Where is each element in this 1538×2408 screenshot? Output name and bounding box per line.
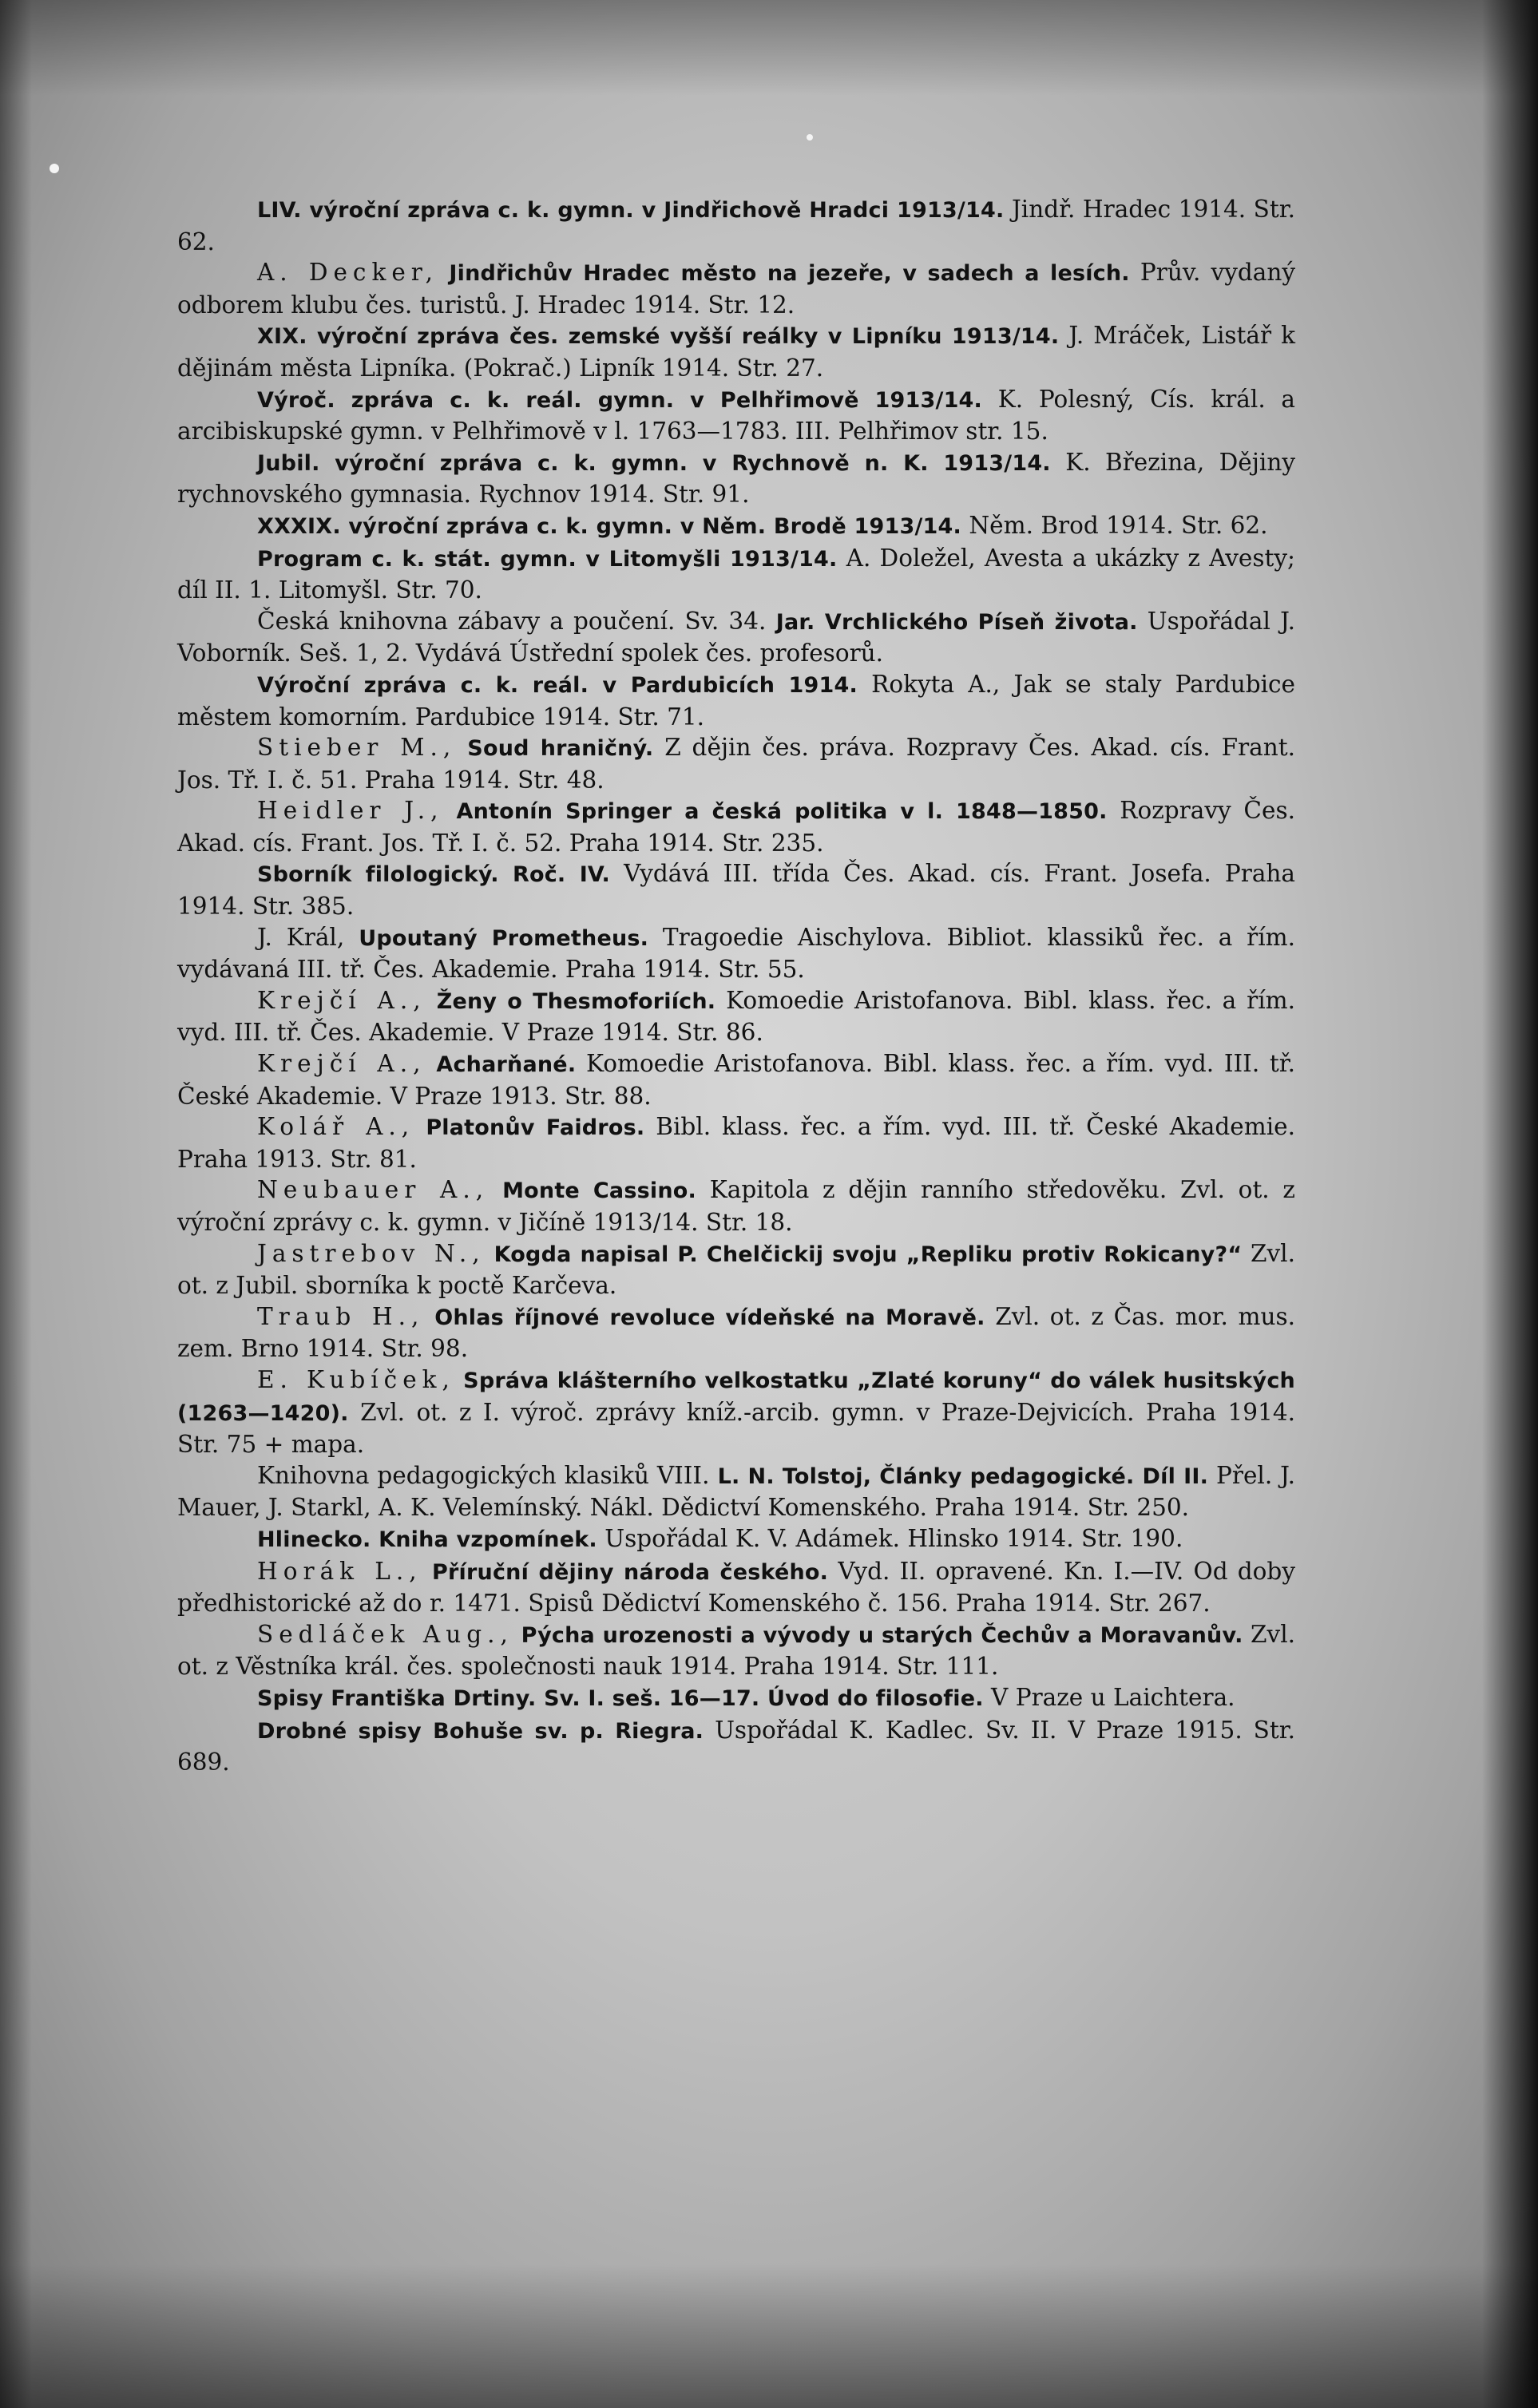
entry-title: Platonův Faidros. — [414, 1115, 645, 1141]
entry-author: Stieber M., — [257, 734, 457, 762]
entry-title: Správa klášterního velkostatku „Zlaté koruny“ do válek husitských (1263—1420). — [177, 1368, 1295, 1426]
entry-title: Jindřichův Hradec město na jezeře, v sadech a lesích. — [438, 261, 1130, 287]
bibliography-entry — [177, 1682, 1295, 1715]
dust-speck — [807, 134, 813, 141]
entry-title: Ženy o Thesmoforiích. — [426, 988, 716, 1014]
entry-title: Výroč. zpráva c. k. reál. gymn. v Pelhřimově 1913/14. — [257, 387, 982, 413]
bibliography-entry — [177, 1301, 1295, 1364]
entry-details: Komoedie Aristofanova. Bibl. klass. řec. a řím. vyd. III. tř. Čes. Akademie. V Praze 1914. Str. 86. — [177, 986, 1296, 1047]
entry-title: Jubil. výroční zpráva c. k. gymn. v Rychnově n. K. 1913/14. — [257, 450, 1051, 476]
entry-title: Drobné spisy Bohuše sv. p. Riegra. — [257, 1718, 704, 1744]
entry-title: Hlinecko. Kniha vzpomínek. — [257, 1527, 597, 1552]
bibliography-entry — [177, 1174, 1295, 1238]
scan-shadow-bottom — [0, 2264, 1538, 2408]
entry-details: Přel. J. Mauer, J. Starkl, A. K. Velemínský. Nákl. Dědictví Komenského. Praha 1914. Str. 250. — [177, 1461, 1296, 1522]
entry-details: K. Březina, Dějiny rychnovského gymnasia. Rychnov 1914. Str. 91. — [177, 448, 1295, 509]
bibliography-entry — [177, 194, 1295, 257]
entry-details: V Praze u Laichtera. — [983, 1683, 1235, 1711]
entry-details: Bibl. klass. řec. a řím. vyd. III. tř. České Akademie. Praha 1913. Str. 81. — [177, 1113, 1295, 1173]
entry-title: Program c. k. stát. gymn. v Litomyšli 1913/14. — [257, 546, 838, 572]
entry-details: Kapitola z dějin ranního středověku. Zvl. ot. z výroční zprávy c. k. gymn. v Jičíně 1913/14. Str. 18. — [177, 1176, 1295, 1236]
entry-details: Uspořádal J. Voborník. Seš. 1, 2. Vydává Ústřední spolek čes. profesorů. — [177, 607, 1295, 667]
entry-author: Jastrebov N., — [257, 1239, 486, 1267]
entry-title: Příruční dějiny národa českého. — [422, 1559, 829, 1585]
bibliography-entry — [177, 1238, 1295, 1301]
entry-details: Uspořádal K. V. Adámek. Hlinsko 1914. Str. 190. — [597, 1524, 1183, 1552]
bibliography-entry — [177, 795, 1295, 858]
entry-author: E. Kubíček, — [257, 1365, 455, 1393]
entry-details: Z dějin čes. práva. Rozpravy Čes. Akad. cís. Frant. Jos. Tř. I. č. 51. Praha 1914. Str. 48. — [177, 734, 1295, 794]
entry-details: Uspořádal K. Kadlec. Sv. II. V Praze 1915. Str. 689. — [177, 1716, 1295, 1776]
entry-title: Pýcha urozenosti a vývody u starých Čechův a Moravanův. — [513, 1622, 1243, 1648]
entry-author: Horák L., — [257, 1557, 422, 1585]
entry-title: Výroční zpráva c. k. reál. v Pardubicích 1914. — [257, 672, 858, 698]
entry-title: XXXIX. výroční zpráva c. k. gymn. v Něm. Brodě 1913/14. — [257, 513, 961, 539]
entry-author: Sedláček Aug., — [257, 1620, 513, 1648]
bibliography-entry — [177, 606, 1295, 669]
entry-author: Heidler J., — [257, 797, 444, 825]
entry-author: Neubauer A., — [257, 1176, 490, 1204]
bibliography-list — [177, 194, 1295, 1778]
entry-author: A. Decker, — [257, 259, 439, 287]
entry-title: LIV. výroční zpráva c. k. gymn. v Jindřichově Hradci 1913/14. — [257, 198, 1005, 223]
entry-details: Vyd. II. opravené. Kn. I.—IV. Od doby předhistorické až do r. 1471. Spisů Dědictví Komenského č. 156. Praha 1914. Str. 267. — [177, 1557, 1295, 1618]
entry-details: Zvl. ot. z I. výroč. zprávy kníž.-arcib. gymn. v Praze-Dejvicích. Praha 1914. Str. 75 + mapa. — [177, 1398, 1295, 1459]
scan-shadow-top — [0, 0, 1538, 96]
bibliography-entry — [177, 510, 1295, 543]
entry-author: Krejčí A., — [257, 1050, 426, 1078]
bibliography-entry — [177, 985, 1295, 1048]
bibliography-entry — [177, 669, 1295, 732]
entry-details: Zvl. ot. z Jubil. sborníka k poctě Karčeva. — [177, 1239, 1295, 1300]
bibliography-entry — [177, 858, 1295, 921]
entry-series: Česká knihovna zábavy a poučení. Sv. 34. — [257, 607, 767, 635]
entry-details: K. Polesný, Cís. král. a arcibiskupské gymn. v Pelhřimově v l. 1763—1783. III. Pelhřimov str. 15. — [177, 385, 1295, 446]
entry-author: Krejčí A., — [257, 986, 426, 1014]
dust-speck — [50, 164, 59, 173]
entry-details: Prův. vydaný odborem klubu čes. turistů. J. Hradec 1914. Str. 12. — [177, 259, 1296, 319]
entry-details: Komoedie Aristofanova. Bibl. klass. řec. a řím. vyd. III. tř. České Akademie. V Praze 1913. Str. 88. — [177, 1050, 1296, 1110]
entry-title: L. N. Tolstoj, Články pedagogické. Díl II. — [709, 1463, 1209, 1489]
entry-title: XIX. výroční zpráva čes. zemské vyšší reálky v Lipníku 1913/14. — [257, 324, 1060, 350]
entry-title: Soud hraničný. — [456, 736, 654, 762]
bibliography-entry — [177, 1048, 1295, 1111]
entry-details: J. Mráček, Listář k dějinám města Lipníka. (Pokrač.) Lipník 1914. Str. 27. — [177, 322, 1295, 382]
bibliography-entry — [177, 1111, 1295, 1174]
bibliography-entry — [177, 922, 1295, 985]
bibliography-entry — [177, 320, 1295, 383]
bibliography-entry — [177, 1523, 1295, 1556]
entry-details: Vydává III. třída Čes. Akad. cís. Frant. Josefa. Praha 1914. Str. 385. — [177, 860, 1295, 921]
entry-title: Antonín Springer a česká politika v l. 1848—1850. — [443, 799, 1108, 825]
entry-details: Zvl. ot. z Čas. mor. mus. zem. Brno 1914. Str. 98. — [177, 1302, 1295, 1363]
scan-shadow-left — [0, 0, 32, 2408]
bibliography-entry — [177, 1556, 1295, 1619]
scan-shadow-right — [1482, 0, 1538, 2408]
bibliography-entry — [177, 1364, 1295, 1460]
entry-details: Zvl. ot. z Věstníka král. čes. společnosti nauk 1914. Praha 1914. Str. 111. — [177, 1620, 1296, 1681]
entry-title: Spisy Františka Drtiny. Sv. I. seš. 16—17. Úvod do filosofie. — [257, 1685, 984, 1711]
entry-title: Sborník filologický. Roč. IV. — [257, 862, 611, 888]
entry-title: Kogda napisal P. Chelčickij svoju „Repliku protiv Rokicany?“ — [485, 1242, 1243, 1267]
bibliography-entry — [177, 732, 1295, 795]
entry-details: Tragoedie Aischylova. Bibliot. klassiků řec. a řím. vydávaná III. tř. Čes. Akademie. Praha 1914. Str. 55. — [177, 923, 1295, 984]
entry-details: Rozpravy Čes. Akad. cís. Frant. Jos. Tř. I. č. 52. Praha 1914. Str. 235. — [177, 797, 1295, 857]
entry-author: Kolář A., — [257, 1113, 415, 1141]
entry-details: Rokyta A., Jak se staly Pardubice městem komorním. Pardubice 1914. Str. 71. — [177, 670, 1295, 731]
bibliography-entry — [177, 384, 1295, 447]
entry-title: Jar. Vrchlického Píseň života. — [766, 609, 1138, 635]
entry-series: Knihovna pedagogických klasiků VIII. — [257, 1461, 710, 1489]
entry-title: Monte Cassino. — [489, 1178, 696, 1204]
bibliography-entry — [177, 1460, 1295, 1523]
entry-author: J. Král, — [257, 923, 345, 951]
entry-details: Něm. Brod 1914. Str. 62. — [961, 511, 1268, 539]
bibliography-entry — [177, 1715, 1295, 1778]
entry-details: Jindř. Hradec 1914. Str. 62. — [177, 196, 1295, 255]
entry-title: Acharňané. — [426, 1052, 577, 1078]
entry-author: Traub H., — [257, 1302, 425, 1330]
bibliography-entry — [177, 447, 1295, 510]
entry-title: Upoutaný Prometheus. — [344, 925, 649, 951]
bibliography-entry — [177, 1619, 1295, 1682]
entry-details: A. Doležel, Avesta a ukázky z Avesty; díl II. 1. Litomyšl. Str. 70. — [177, 544, 1295, 604]
bibliography-entry — [177, 543, 1295, 606]
bibliography-entry — [177, 257, 1295, 320]
entry-title: Ohlas říjnové revoluce vídeňské na Moravě. — [424, 1305, 985, 1330]
